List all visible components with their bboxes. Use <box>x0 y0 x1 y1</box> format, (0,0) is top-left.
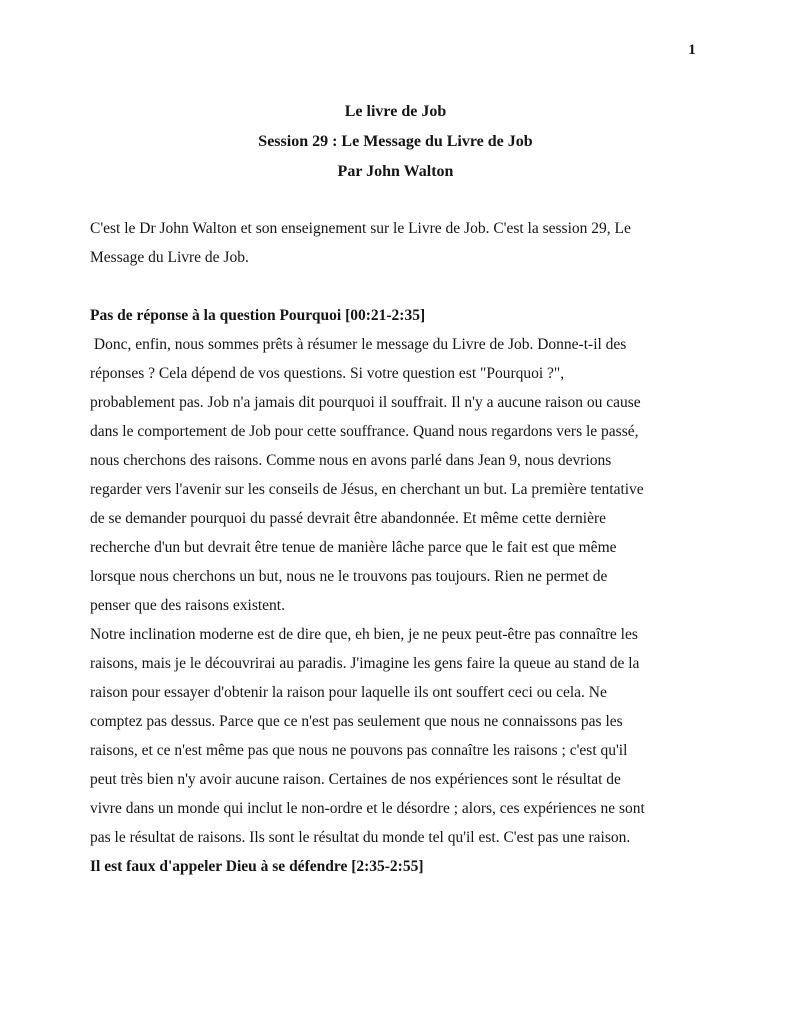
title-block <box>0 97 791 187</box>
text-line: lorsque nous cherchons un but, nous ne le trouvons pas toujours. Rien ne permet de <box>90 568 608 585</box>
text-line: nous cherchons des raisons. Comme nous en avons parlé dans Jean 9, nous devrions <box>90 452 612 469</box>
text-line: penser que des raisons existent. <box>90 597 285 614</box>
document-title-line: Le livre de Job <box>344 103 447 120</box>
text-line: raison pour essayer d'obtenir la raison pour laquelle ils ont souffert ceci ou cela. Ne <box>90 684 607 701</box>
text-line: recherche d'un but devrait être tenue de manière lâche parce que le fait est que même <box>90 539 617 556</box>
text-line: Donc, enfin, nous sommes prêts à résumer le message du Livre de Job. Donne-t-il des <box>90 336 627 353</box>
page-number: 1 <box>688 42 696 58</box>
section-heading: Il est faux d'appeler Dieu à se défendre [2:35-2:55] <box>90 858 424 875</box>
text-line: réponses ? Cela dépend de vos questions. Si votre question est "Pourquoi ?", <box>90 365 565 382</box>
text-line: pas le résultat de raisons. Ils sont le résultat du monde tel qu'il est. C'est pas une raison. <box>90 829 631 846</box>
text-line: Notre inclination moderne est de dire que, eh bien, je ne peux peut-être pas connaître les <box>90 626 638 643</box>
text-line: vivre dans un monde qui inclut le non-ordre et le désordre ; alors, ces expériences ne sont <box>90 800 645 817</box>
text-line: regarder vers l'avenir sur les conseils de Jésus, en cherchant un but. La première tentative <box>90 481 644 498</box>
text-line: C'est le Dr John Walton et son enseignement sur le Livre de Job. C'est la session 29, Le <box>90 220 631 237</box>
text-line: raisons, mais je le découvrirai au paradis. J'imagine les gens faire la queue au stand de la <box>90 655 640 672</box>
document-title-line: Session 29 : Le Message du Livre de Job <box>258 133 533 150</box>
text-line: raisons, et ce n'est même pas que nous ne pouvons pas connaître les raisons ; c'est qu'il <box>90 742 628 759</box>
document-title-line: Par John Walton <box>337 163 454 180</box>
text-line: de se demander pourquoi du passé devrait être abandonnée. Et même cette dernière <box>90 510 607 527</box>
section-heading: Pas de réponse à la question Pourquoi [00:21-2:35] <box>90 307 426 324</box>
blank-line <box>90 272 730 301</box>
text-line: peut très bien n'y avoir aucune raison. Certaines de nos expériences sont le résultat de <box>90 771 621 788</box>
text-line: probablement pas. Job n'a jamais dit pourquoi il souffrait. Il n'y a aucune raison ou cause <box>90 394 641 411</box>
body-text <box>90 214 730 881</box>
text-line: comptez pas dessus. Parce que ce n'est pas seulement que nous ne connaissons pas les <box>90 713 623 730</box>
text-line: Message du Livre de Job. <box>90 249 249 266</box>
text-line: dans le comportement de Job pour cette souffrance. Quand nous regardons vers le passé, <box>90 423 639 440</box>
